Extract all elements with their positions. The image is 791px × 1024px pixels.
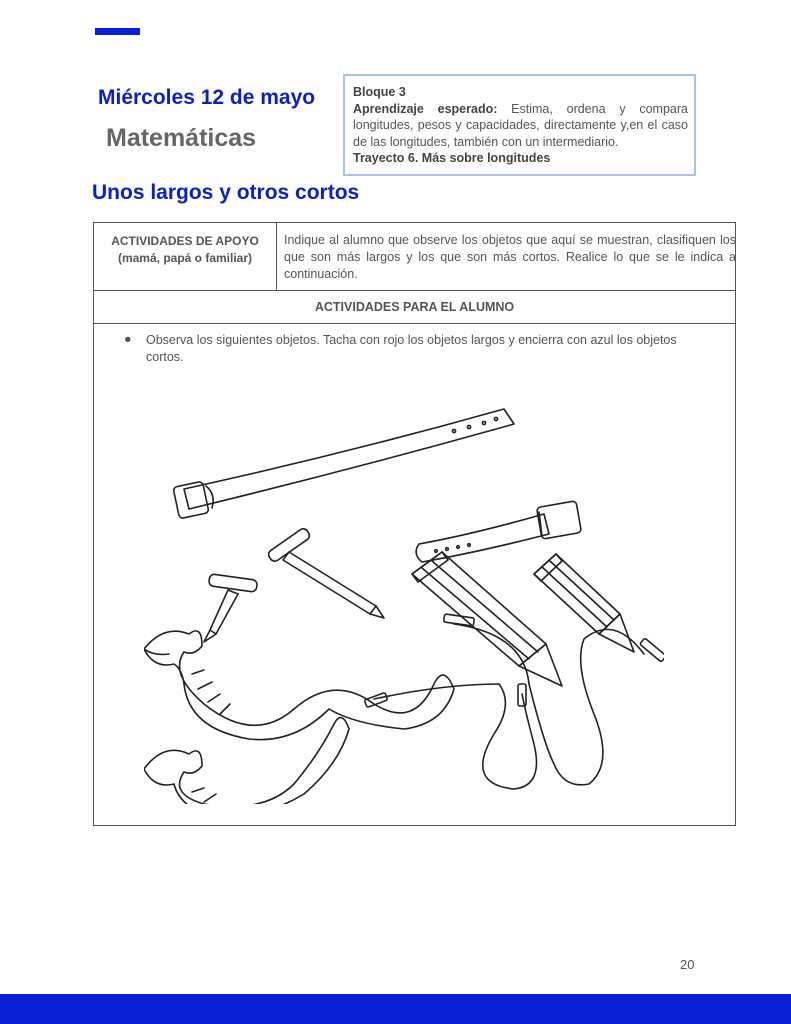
objects-illustration (144, 384, 664, 804)
trayecto-label: Trayecto 6. Más sobre longitudes (353, 151, 551, 165)
long-rope-illustration (444, 614, 664, 785)
aprendizaje-paragraph (353, 101, 688, 151)
long-nail-illustration (267, 527, 384, 618)
short-pencil-illustration (534, 554, 634, 652)
alumno-content (94, 324, 735, 824)
short-snake-illustration (144, 718, 349, 804)
bloque-info-box (343, 74, 696, 176)
page-number: 20 (680, 957, 695, 972)
apoyo-label: ACTIVIDADES DE APOYO (111, 234, 259, 248)
instruction-text: Observa los siguientes objetos. Tacha con rojo los objetos largos y encierra con azul los objetos cortos. (146, 333, 677, 364)
long-belt-illustration (173, 409, 514, 519)
short-nail-illustration (204, 574, 258, 642)
subject-heading: Matemáticas (106, 124, 257, 152)
activities-table (93, 222, 736, 826)
apoyo-sub: (mamá, papá o familiar) (117, 251, 253, 265)
apoyo-label-cell (94, 223, 277, 290)
long-snake-illustration (144, 631, 454, 740)
top-accent-bar (95, 28, 140, 35)
apoyo-text: Indique al alumno que observe los objetos que aquí se muestran, clasifiquen los que son más largos y los que son más cortos. Realice lo que se le indica a continuación. (284, 233, 736, 281)
bloque-title: Bloque 3 (353, 85, 406, 99)
aprendizaje-label: Aprendizaje esperado: (353, 101, 498, 116)
date-heading: Miércoles 12 de mayo (98, 86, 316, 109)
long-pencil-illustration (412, 552, 562, 686)
bottom-accent-bar (0, 994, 791, 1024)
bullet-icon: ● (124, 332, 132, 346)
apoyo-row (94, 223, 735, 291)
lesson-title: Unos largos y otros cortos (92, 181, 360, 204)
alumno-header: ACTIVIDADES PARA EL ALUMNO (94, 291, 735, 324)
aprendizaje-text: Estima, ordena y compara longitudes, pesos y capacidades, directamente y,en el caso de las longitudes, también con un intermediario. (353, 101, 688, 149)
